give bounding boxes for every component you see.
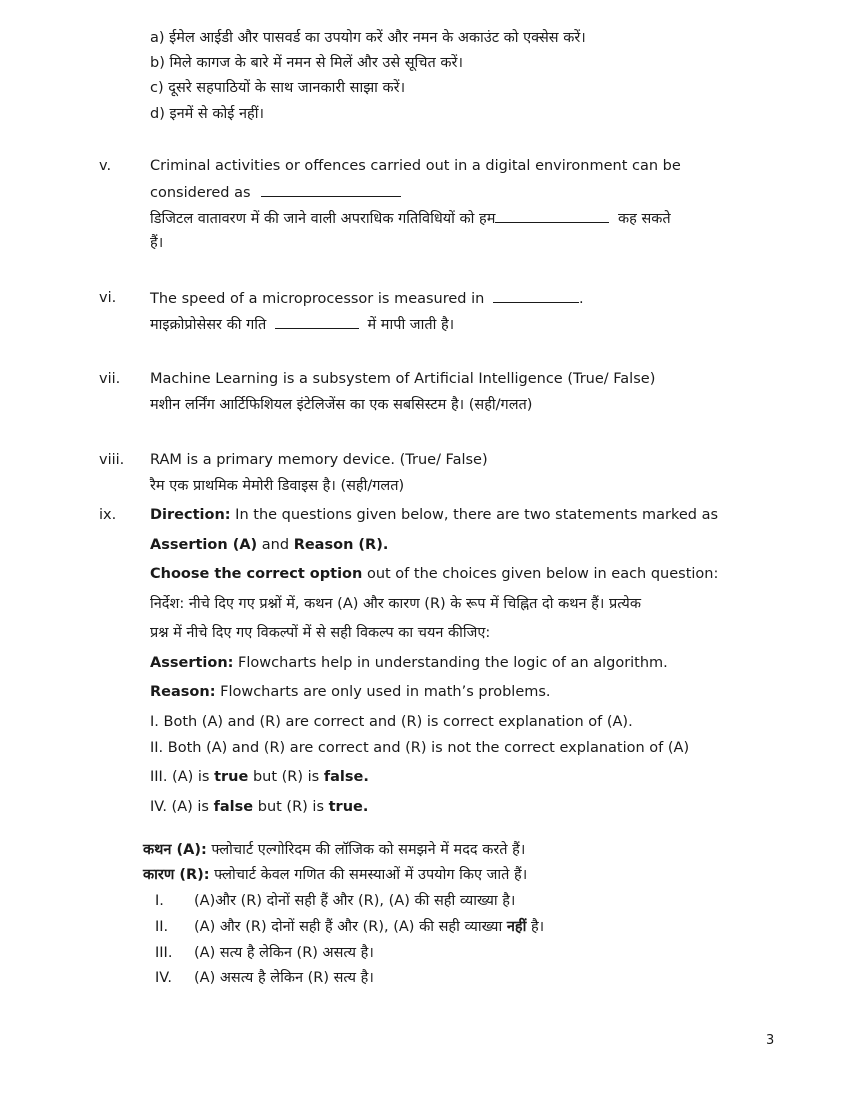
text: कह सकते bbox=[618, 211, 671, 227]
option-1: I. Both (A) and (R) are correct and (R) is correct explanation of (A). bbox=[150, 714, 633, 730]
option-d: d) इनमें से कोई नहीं। bbox=[150, 106, 264, 122]
question-text-en: Machine Learning is a subsystem of Artificial Intelligence (True/ False) bbox=[150, 371, 656, 387]
reason-line bbox=[150, 683, 551, 701]
text: false bbox=[213, 799, 254, 815]
question-text-en-cont bbox=[150, 183, 401, 202]
text: (A) और (R) दोनों सही हैं और (R), (A) की सही व्याख्या bbox=[194, 919, 503, 935]
assertion-reason-line bbox=[150, 536, 388, 554]
choose-line bbox=[150, 565, 718, 583]
hi-option-num: I. bbox=[155, 893, 164, 909]
question-text-en: Criminal activities or offences carried out in a digital environment can be bbox=[150, 158, 681, 174]
reason-hi-line bbox=[143, 866, 527, 884]
direction-line bbox=[150, 506, 718, 524]
option-b: b) मिले कागज के बारे में नमन से मिलें और उसे सूचित करें। bbox=[150, 55, 463, 71]
blank-line bbox=[261, 183, 401, 197]
text: but (R) is bbox=[253, 799, 329, 815]
text: true bbox=[214, 769, 249, 785]
text: considered as bbox=[150, 185, 251, 201]
text: कथन (A): bbox=[143, 842, 207, 858]
text: Choose the correct option bbox=[150, 566, 363, 582]
text: . bbox=[578, 291, 584, 307]
text: है। bbox=[526, 919, 545, 935]
reason-label: Reason: bbox=[150, 684, 216, 700]
direction-hi-1: निर्देश: नीचे दिए गए प्रश्नों में, कथन (A) और कारण (R) के रूप में चिह्नित दो कथन हैं। प्रत्येक bbox=[150, 596, 641, 612]
text: कारण (R): bbox=[143, 867, 210, 883]
text: फ्लोचार्ट एल्गोरिदम की लॉजिक को समझने में मदद करते हैं। bbox=[206, 842, 526, 858]
page-number: 3 bbox=[766, 1033, 775, 1048]
text: out of the choices given below in each question: bbox=[362, 566, 719, 582]
text: The speed of a microprocessor is measured in bbox=[150, 291, 485, 307]
question-number: vii. bbox=[99, 371, 121, 387]
hi-option-3: (A) सत्य है लेकिन (R) असत्य है। bbox=[194, 945, 374, 961]
question-number: viii. bbox=[99, 452, 125, 468]
text: माइक्रोप्रोसेसर की गति bbox=[150, 317, 267, 333]
text: Assertion (A) bbox=[150, 537, 258, 553]
hi-option-num: III. bbox=[155, 945, 173, 961]
text: Flowcharts help in understanding the logic of an algorithm. bbox=[233, 655, 668, 671]
text: true. bbox=[328, 799, 369, 815]
text: नहीं bbox=[506, 919, 527, 935]
assertion-label: Assertion: bbox=[150, 655, 234, 671]
blank-line bbox=[495, 209, 609, 223]
option-4 bbox=[150, 798, 368, 816]
text: Reason (R). bbox=[293, 537, 389, 553]
question-text-en: RAM is a primary memory device. (True/ False) bbox=[150, 452, 488, 468]
question-text-hi-cont: हैं। bbox=[150, 235, 164, 251]
text: false. bbox=[323, 769, 369, 785]
question-text-en bbox=[150, 289, 584, 308]
hi-option-4: (A) असत्य है लेकिन (R) सत्य है। bbox=[194, 970, 374, 986]
text: में मापी जाती है। bbox=[367, 317, 455, 333]
question-text-hi: मशीन लर्निंग आर्टिफिशियल इंटेलिजेंस का एक सबसिस्टम है। (सही/गलत) bbox=[150, 397, 533, 413]
assertion-hi-line bbox=[143, 841, 525, 859]
hi-option-1: (A)और (R) दोनों सही हैं और (R), (A) की सही व्याख्या है। bbox=[194, 893, 516, 909]
question-text-hi: रैम एक प्राथमिक मेमोरी डिवाइस है। (सही/गलत) bbox=[150, 478, 405, 494]
text: but (R) is bbox=[248, 769, 324, 785]
hi-option-num: IV. bbox=[155, 970, 172, 986]
text: फ्लोचार्ट केवल गणित की समस्याओं में उपयोग किए जाते हैं। bbox=[209, 867, 528, 883]
option-a: a) ईमेल आईडी और पासवर्ड का उपयोग करें और नमन के अकाउंट को एक्सेस करें। bbox=[150, 30, 586, 46]
question-text-hi bbox=[150, 315, 454, 334]
question-number: v. bbox=[99, 158, 112, 174]
option-c: c) दूसरे सहपाठियों के साथ जानकारी साझा करें। bbox=[150, 80, 406, 96]
question-text-hi bbox=[150, 209, 671, 228]
option-2: II. Both (A) and (R) are correct and (R) is not the correct explanation of (A) bbox=[150, 740, 690, 756]
text: and bbox=[257, 537, 294, 553]
direction-hi-2: प्रश्न में नीचे दिए गए विकल्पों में से सही विकल्प का चयन कीजिए: bbox=[150, 625, 491, 641]
text: III. (A) is bbox=[150, 769, 215, 785]
text: Flowcharts are only used in math’s problems. bbox=[215, 684, 551, 700]
text: डिजिटल वातावरण में की जाने वाली अपराधिक गतिविधियों को हम bbox=[150, 211, 496, 227]
question-number: ix. bbox=[99, 507, 117, 523]
question-number: vi. bbox=[99, 290, 117, 306]
assertion-line bbox=[150, 654, 668, 672]
blank-line bbox=[275, 315, 359, 329]
text: IV. (A) is bbox=[150, 799, 214, 815]
hi-option-2 bbox=[194, 918, 544, 936]
hi-option-num: II. bbox=[155, 919, 169, 935]
option-3 bbox=[150, 768, 369, 786]
text: In the questions given below, there are two statements marked as bbox=[230, 507, 719, 523]
direction-label: Direction: bbox=[150, 507, 231, 523]
blank-line bbox=[493, 289, 579, 303]
